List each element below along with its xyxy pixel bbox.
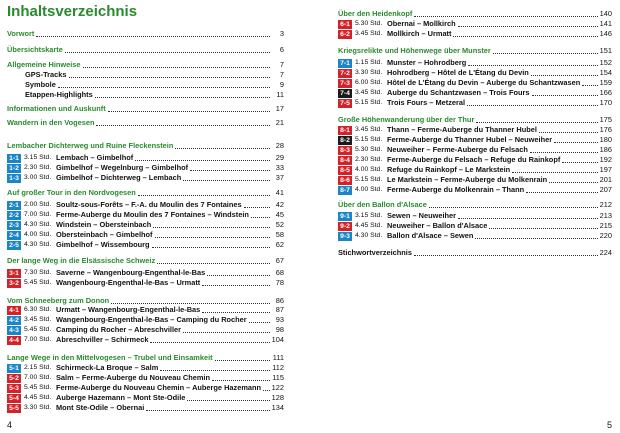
entry-page-number: 166 [599, 88, 612, 97]
entry-title: Le Markstein – Ferme-Auberge du Molkenrain [387, 175, 548, 184]
entry-title: Ferme-Auberge du Moulin des 7 Fontaines – Windstein [56, 210, 249, 219]
toc-tour-entry [7, 363, 284, 373]
entry-title: Vorwort [7, 29, 35, 38]
dot-leader [549, 182, 597, 183]
entry-page-number: 176 [599, 125, 612, 134]
entry-title: Auberge du Schantzwasen – Trois Fours [387, 88, 530, 97]
dot-leader [58, 87, 270, 88]
entry-title: Soultz-sous-Forêts – F.-A. du Moulin des 7 Fontaines [56, 200, 242, 209]
tour-duration: 4.45 Std. [24, 394, 52, 401]
toc-tour-entry [7, 403, 284, 413]
tour-badge: 8-3 [338, 146, 352, 155]
tour-badge: 8-5 [338, 166, 352, 175]
entry-page-number: 128 [271, 393, 284, 402]
entry-title: Gimbelhof – Wissembourg [56, 240, 150, 249]
entry-page-number: 11 [276, 90, 284, 99]
dot-leader [111, 303, 270, 304]
entry-page-number: 170 [599, 98, 612, 107]
entry-page-number: 134 [271, 403, 284, 412]
dot-leader [153, 227, 270, 228]
entry-page-number: 192 [599, 155, 612, 164]
dot-leader [476, 122, 597, 123]
toc-tour-entry [7, 173, 284, 183]
entry-title: Lange Wege in den Mittelvogesen – Trubel und Einsamkeit [7, 353, 213, 362]
tour-duration: 2.15 Std. [24, 364, 52, 371]
entry-title: Lembach – Gimbelhof [56, 153, 134, 162]
entry-page-number: 122 [271, 383, 284, 392]
toc-tour-entry [7, 383, 284, 393]
toc-section-entry [7, 141, 284, 151]
tour-duration: 4.30 Std. [24, 241, 52, 248]
dot-leader [458, 218, 598, 219]
toc-tour-entry [338, 231, 612, 241]
tour-badge: 2-5 [7, 241, 21, 250]
toc-tour-entry [338, 98, 612, 108]
entry-title: Über den Ballon d'Alsace [338, 200, 427, 209]
entry-title: Camping du Rocher – Abreschviller [56, 325, 181, 334]
entry-page-number: 45 [275, 210, 284, 219]
tour-badge: 7-2 [338, 69, 352, 78]
page-number-right: 5 [607, 420, 613, 430]
tour-badge: 2-4 [7, 231, 21, 240]
tour-duration: 4.00 Std. [24, 231, 52, 238]
dot-leader [475, 238, 597, 239]
dot-leader [190, 170, 270, 171]
dot-leader [160, 370, 270, 371]
tour-duration: 4.00 Std. [355, 166, 383, 173]
dot-leader [453, 36, 597, 37]
entry-title: Hôtel de L'Étang du Devin – Auberge du Schantzwasen [387, 78, 581, 87]
tour-duration: 4.30 Std. [355, 232, 383, 239]
toc-section-entry [7, 353, 284, 363]
dot-leader [512, 172, 597, 173]
entry-title: Refuge du Rainkopf – Le Markstein [387, 165, 511, 174]
entry-page-number: 93 [275, 315, 284, 324]
tour-badge: 8-2 [338, 136, 352, 145]
tour-badge: 8-1 [338, 126, 352, 135]
entry-title: Wangenbourg-Engenthal-le-Bas – Camping du Rocher [56, 315, 247, 324]
dot-leader [138, 195, 270, 196]
entry-page-number: 6 [279, 45, 284, 54]
toc-tour-entry [338, 185, 612, 195]
tour-badge: 5-3 [7, 384, 21, 393]
dot-leader [202, 312, 270, 313]
dot-leader [157, 263, 270, 264]
tour-badge: 7-1 [338, 59, 352, 68]
toc-tour-entry [7, 393, 284, 403]
toc-section-entry [338, 46, 612, 56]
entry-page-number: 212 [599, 200, 612, 209]
dot-leader [468, 65, 597, 66]
entry-title: Hohrodberg – Hôtel de L'Étang du Devin [387, 68, 529, 77]
entry-title: Ferme-Auberge du Thanner Hubel – Neuweiher [387, 135, 553, 144]
tour-badge: 8-6 [338, 176, 352, 185]
entry-page-number: 7 [279, 70, 284, 79]
tour-duration: 3.45 Std. [355, 89, 383, 96]
toc-tour-entry [7, 230, 284, 240]
dot-leader [562, 162, 597, 163]
entry-page-number: 146 [599, 29, 612, 38]
toc-tour-entry [338, 211, 612, 221]
tour-duration: 5.15 Std. [355, 136, 383, 143]
dot-leader [251, 217, 270, 218]
entry-title: Sewen – Neuweiher [387, 211, 457, 220]
dot-leader [493, 53, 598, 54]
toc-tour-entry [7, 315, 284, 325]
tour-duration: 3.30 Std. [24, 404, 52, 411]
tour-badge: 2-3 [7, 221, 21, 230]
entry-page-number: 42 [275, 200, 284, 209]
entry-page-number: 3 [279, 29, 284, 38]
dot-leader [212, 380, 270, 381]
entry-title: Große Höhenwanderung über der Thur [338, 115, 475, 124]
entry-page-number: 140 [599, 9, 612, 18]
toc-tour-entry [338, 88, 612, 98]
toc-section-entry [7, 70, 284, 80]
tour-duration: 2.00 Std. [24, 201, 52, 208]
tour-duration: 5.15 Std. [355, 99, 383, 106]
tour-badge: 4-2 [7, 316, 21, 325]
entry-title: Trois Fours – Metzeral [387, 98, 466, 107]
entry-page-number: 98 [275, 325, 284, 334]
entry-title: Salm – Ferme-Auberge du Nouveau Chemin [56, 373, 211, 382]
tour-duration: 4.00 Std. [355, 186, 383, 193]
entry-page-number: 37 [275, 173, 284, 182]
dot-leader [215, 360, 270, 361]
toc-tour-entry [7, 210, 284, 220]
entry-title: Über den Heidenkopf [338, 9, 413, 18]
toc-tour-entry [338, 155, 612, 165]
toc-tour-entry [7, 153, 284, 163]
entry-page-number: 29 [275, 153, 284, 162]
dot-leader [467, 105, 598, 106]
entry-page-number: 86 [275, 296, 284, 305]
toc-section-entry [7, 90, 284, 100]
dot-leader [36, 36, 270, 37]
dot-leader [249, 322, 270, 323]
toc-section-entry [338, 115, 612, 125]
tour-duration: 6.00 Std. [355, 79, 383, 86]
tour-badge: 1-2 [7, 164, 21, 173]
entry-page-number: 17 [275, 104, 284, 113]
entry-title: Gimbelhof – Dichterweg – Lembach [56, 173, 182, 182]
dot-leader [183, 332, 270, 333]
dot-leader [175, 148, 270, 149]
entry-title: Kriegsrelikte und Höhenwege über Munster [338, 46, 491, 55]
entry-page-number: 151 [599, 46, 612, 55]
entry-title: Saverne – Wangenbourg-Engenthal-le-Bas [56, 268, 206, 277]
entry-page-number: 201 [599, 175, 612, 184]
entry-page-number: 67 [275, 256, 284, 265]
dot-leader [414, 16, 597, 17]
page-number-left: 4 [7, 420, 13, 430]
tour-duration: 5.15 Std. [355, 176, 383, 183]
entry-title: Neuweiher – Ballon d'Alsace [387, 221, 488, 230]
tour-badge: 4-4 [7, 336, 21, 345]
tour-badge: 5-4 [7, 394, 21, 403]
entry-title: Urmatt – Wangenbourg-Engenthal-le-Bas [56, 305, 201, 314]
entry-title: Ballon d'Alsace – Sewen [387, 231, 474, 240]
dot-leader [526, 192, 598, 193]
entry-title: Auf großer Tour in den Nordvogesen [7, 188, 136, 197]
entry-page-number: 197 [599, 165, 612, 174]
tour-duration: 7.00 Std. [24, 211, 52, 218]
dot-leader [429, 207, 598, 208]
tour-duration: 6.30 Std. [24, 306, 52, 313]
tour-duration: 3.15 Std. [24, 154, 52, 161]
tour-duration: 7.00 Std. [24, 336, 52, 343]
toc-tour-entry [338, 165, 612, 175]
toc-section-entry [7, 80, 284, 90]
entry-page-number: 33 [275, 163, 284, 172]
entry-title: Schirmeck-La Broque – Salm [56, 363, 159, 372]
tour-duration: 3.45 Std. [24, 316, 52, 323]
toc-tour-entry [7, 268, 284, 278]
entry-page-number: 21 [275, 118, 284, 127]
tour-badge: 8-4 [338, 156, 352, 165]
toc-tour-entry [7, 373, 284, 383]
entry-page-number: 152 [599, 58, 612, 67]
tour-badge: 1-3 [7, 174, 21, 183]
entry-page-number: 52 [275, 220, 284, 229]
tour-duration: 7.00 Std. [24, 374, 52, 381]
entry-page-number: 220 [599, 231, 612, 240]
dot-leader [95, 97, 270, 98]
dot-leader [135, 160, 270, 161]
toc-tour-entry [338, 19, 612, 29]
toc-section-entry [7, 256, 284, 266]
dot-leader [69, 77, 271, 78]
dot-leader [244, 207, 270, 208]
dot-leader [554, 142, 598, 143]
tour-badge: 3-2 [7, 279, 21, 288]
entry-title: Vom Schneeberg zum Donon [7, 296, 110, 305]
entry-title: Abreschviller – Schirmeck [56, 335, 149, 344]
entry-page-number: 207 [599, 185, 612, 194]
entry-page-number: 78 [275, 278, 284, 287]
entry-page-number: 58 [275, 230, 284, 239]
toc-tour-entry [7, 325, 284, 335]
toc-section-entry [7, 104, 284, 114]
entry-title: Ferme-Auberge du Molkenrain – Thann [387, 185, 525, 194]
tour-duration: 7.30 Std. [24, 269, 52, 276]
entry-page-number: 87 [275, 305, 284, 314]
tour-duration: 3.45 Std. [355, 126, 383, 133]
entry-page-number: 111 [272, 353, 284, 362]
toc-tour-entry [338, 78, 612, 88]
tour-duration: 5.45 Std. [24, 326, 52, 333]
dot-leader [65, 52, 270, 53]
tour-duration: 4.45 Std. [355, 222, 383, 229]
tour-badge: 2-2 [7, 211, 21, 220]
entry-title: Allgemeine Hinweise [7, 60, 81, 69]
entry-title: Etappen-Highlights [25, 90, 93, 99]
entry-title: Stichwortverzeichnis [338, 248, 412, 257]
toc-tour-entry [7, 240, 284, 250]
tour-badge: 9-1 [338, 212, 352, 221]
entry-page-number: 9 [279, 80, 284, 89]
dot-leader [183, 180, 270, 181]
dot-leader [150, 342, 269, 343]
toc-section-entry [7, 118, 284, 128]
dot-leader [155, 237, 270, 238]
tour-duration: 3.15 Std. [355, 212, 383, 219]
dot-leader [187, 400, 269, 401]
toc-section-entry [338, 9, 612, 19]
dot-leader [532, 95, 598, 96]
entry-page-number: 7 [279, 60, 284, 69]
toc-section-entry [7, 60, 284, 70]
entry-page-number: 224 [599, 248, 612, 257]
tour-badge: 4-3 [7, 326, 21, 335]
toc-tour-entry [338, 135, 612, 145]
dot-leader [489, 228, 597, 229]
tour-duration: 4.30 Std. [24, 221, 52, 228]
entry-title: Gimbelhof – Wegelnburg – Gimbelhof [56, 163, 189, 172]
toc-tour-entry [7, 200, 284, 210]
entry-title: Mont Ste-Odile – Obernai [56, 403, 145, 412]
entry-page-number: 112 [272, 363, 284, 372]
dot-leader [108, 111, 270, 112]
tour-duration: 5.30 Std. [355, 20, 383, 27]
tour-duration: 1.15 Std. [355, 59, 383, 66]
dot-leader [414, 255, 598, 256]
dot-leader [207, 275, 270, 276]
entry-title: Mollkirch – Urmatt [387, 29, 452, 38]
entry-page-number: 159 [599, 78, 612, 87]
entry-page-number: 115 [272, 373, 284, 382]
dot-leader [83, 67, 270, 68]
entry-title: Munster – Hohrodberg [387, 58, 467, 67]
tour-duration: 3.00 Std. [24, 174, 52, 181]
toc-tour-entry [7, 163, 284, 173]
dot-leader [263, 390, 270, 391]
tour-badge: 5-1 [7, 364, 21, 373]
tour-badge: 1-1 [7, 154, 21, 163]
tour-badge: 5-5 [7, 404, 21, 413]
toc-tour-entry [338, 175, 612, 185]
entry-title: Ferme-Auberge du Nouveau Chemin – Auberge Hazemann [56, 383, 262, 392]
tour-badge: 4-1 [7, 306, 21, 315]
toc-section-entry [338, 248, 612, 258]
dot-leader [582, 85, 597, 86]
tour-duration: 2.30 Std. [355, 156, 383, 163]
entry-title: Neuweiher – Ferme-Auberge du Felsach [387, 145, 528, 154]
toc-section-entry [338, 200, 612, 210]
tour-duration: 2.30 Std. [24, 164, 52, 171]
entry-page-number: 175 [599, 115, 612, 124]
dot-leader [146, 410, 269, 411]
toc-tour-entry [338, 58, 612, 68]
dot-leader [531, 75, 598, 76]
tour-badge: 7-3 [338, 79, 352, 88]
toc-tour-entry [338, 29, 612, 39]
entry-title: Wandern in den Vogesen [7, 118, 95, 127]
dot-leader [202, 285, 270, 286]
entry-page-number: 62 [275, 240, 284, 249]
entry-title: Symbole [25, 80, 56, 89]
page-title: Inhaltsverzeichnis [7, 3, 138, 20]
entry-title: Thann – Ferme-Auberge du Thanner Hubel [387, 125, 537, 134]
tour-duration: 5.30 Std. [355, 146, 383, 153]
entry-title: Obernai – Mollkirch [387, 19, 456, 28]
dot-leader [530, 152, 598, 153]
toc-tour-entry [338, 125, 612, 135]
entry-title: GPS-Tracks [25, 70, 67, 79]
toc-tour-entry [7, 278, 284, 288]
tour-badge: 5-2 [7, 374, 21, 383]
entry-title: Wangenbourg-Engenthal-le-Bas – Urmatt [56, 278, 201, 287]
toc-section-entry [7, 29, 284, 39]
entry-title: Der lange Weg in die Elsässische Schweiz [7, 256, 156, 265]
tour-badge: 9-2 [338, 222, 352, 231]
tour-duration: 3.30 Std. [355, 69, 383, 76]
entry-page-number: 68 [275, 268, 284, 277]
entry-page-number: 215 [599, 221, 612, 230]
tour-badge: 2-1 [7, 201, 21, 210]
dot-leader [96, 125, 270, 126]
tour-duration: 5.45 Std. [24, 384, 52, 391]
entry-title: Lembacher Dichterweg und Ruine Fleckenstein [7, 141, 174, 150]
toc-tour-entry [338, 221, 612, 231]
toc-tour-entry [338, 68, 612, 78]
entry-page-number: 141 [599, 19, 612, 28]
tour-duration: 5.45 Std. [24, 279, 52, 286]
tour-badge: 6-1 [338, 20, 352, 29]
tour-badge: 3-1 [7, 269, 21, 278]
entry-page-number: 41 [275, 188, 284, 197]
entry-page-number: 104 [271, 335, 284, 344]
entry-title: Obersteinbach – Gimbelhof [56, 230, 153, 239]
entry-title: Übersichtskarte [7, 45, 63, 54]
tour-duration: 3.45 Std. [355, 30, 383, 37]
entry-page-number: 154 [599, 68, 612, 77]
tour-badge: 7-4 [338, 89, 352, 98]
entry-title: Auberge Hazemann – Mont Ste-Odile [56, 393, 186, 402]
tour-badge: 8-7 [338, 186, 352, 195]
entry-page-number: 180 [599, 135, 612, 144]
dot-leader [458, 26, 598, 27]
entry-page-number: 28 [275, 141, 284, 150]
entry-page-number: 186 [599, 145, 612, 154]
tour-badge: 6-2 [338, 30, 352, 39]
dot-leader [152, 247, 270, 248]
toc-tour-entry [7, 335, 284, 345]
toc-section-entry [7, 45, 284, 55]
entry-title: Windstein – Obersteinbach [56, 220, 152, 229]
dot-leader [539, 132, 598, 133]
tour-badge: 7-5 [338, 99, 352, 108]
toc-tour-entry [338, 145, 612, 155]
toc-section-entry [7, 188, 284, 198]
entry-page-number: 213 [599, 211, 612, 220]
toc-tour-entry [7, 220, 284, 230]
toc-tour-entry [7, 305, 284, 315]
entry-title: Informationen und Auskunft [7, 104, 106, 113]
tour-badge: 9-3 [338, 232, 352, 241]
entry-title: Ferme-Auberge du Felsach – Refuge du Rainkopf [387, 155, 561, 164]
